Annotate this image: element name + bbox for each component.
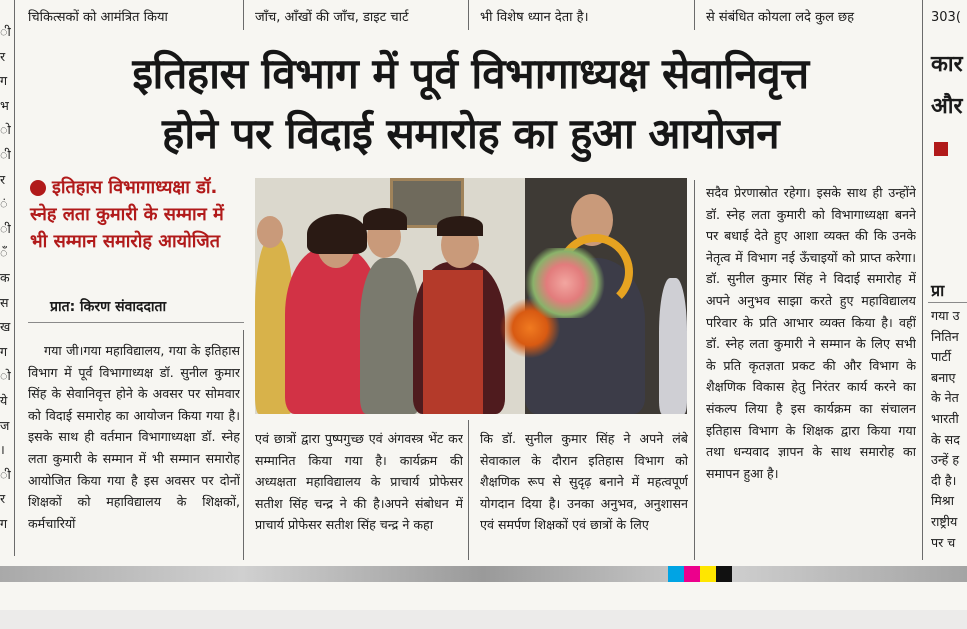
margin-char: ग xyxy=(0,73,8,89)
column-rule xyxy=(243,0,244,30)
article-column-1 xyxy=(28,340,240,565)
article-column-4 xyxy=(706,182,916,564)
right-column-line: मिश्रा xyxy=(931,493,954,509)
margin-char: ो xyxy=(0,368,11,384)
cmyk-yellow-swatch xyxy=(700,566,716,582)
red-square-icon xyxy=(934,142,948,156)
right-column-line: राष्ट्रीय xyxy=(931,513,958,529)
article-column-2 xyxy=(255,428,463,564)
margin-char: ज xyxy=(0,417,10,433)
byline-rule xyxy=(28,322,244,323)
margin-char: र xyxy=(0,48,6,64)
right-column-line: गया उ xyxy=(931,308,960,323)
margin-char: ी xyxy=(0,24,11,39)
margin-char: ग xyxy=(0,515,8,531)
cmyk-magenta-swatch xyxy=(684,566,700,582)
top-snippet-1: चिकित्सकों को आमंत्रित किया xyxy=(28,10,168,25)
right-column-line: दी है। xyxy=(931,472,957,488)
cmyk-black-swatch xyxy=(716,566,732,582)
article-paragraph: कि डॉ. सुनील कुमार सिंह ने अपने लंबे सेवाकाल के दौरान इतिहास विभाग को शैक्षणिक रूप से सुदृढ़ बनाने में महत्वपूर्ण योगदान दिया है। उनका अनुभव, अनुशासन एवं समर्पण शिक्षकों एवं छात्रों के लिए xyxy=(480,431,688,533)
cmyk-cyan-swatch xyxy=(668,566,684,582)
top-snippet-5: 303( xyxy=(931,10,961,25)
right-column-line: भारती xyxy=(931,410,959,426)
margin-char: ी xyxy=(0,220,11,236)
margin-char: ग xyxy=(0,343,8,359)
event-photo xyxy=(255,178,687,414)
margin-char: ँ xyxy=(0,245,8,261)
top-snippet-3: भी विशेष ध्यान देता है। xyxy=(480,10,589,25)
column-rule xyxy=(694,0,695,30)
right-column-line: पर च xyxy=(931,534,956,550)
column-rule xyxy=(468,420,469,560)
right-column-text xyxy=(931,306,967,556)
column-rule xyxy=(468,0,469,30)
column-rule xyxy=(243,330,244,560)
right-column-pra: प्रा xyxy=(931,281,945,300)
right-column-heading-2: और xyxy=(931,94,963,119)
right-column-line: उन्हें ह xyxy=(931,452,960,468)
top-snippet-2: जाँच, आँखों की जाँच, डाइट चार्ट xyxy=(255,10,409,25)
main-headline xyxy=(18,44,923,164)
article-column-3 xyxy=(480,428,688,564)
right-column-line: पार्टी xyxy=(931,349,952,365)
byline: प्रात: किरण संवाददाता xyxy=(50,299,167,315)
margin-char: ं xyxy=(0,196,8,212)
right-column-line: के नेत xyxy=(931,390,959,406)
headline-line-2: होने पर विदाई समारोह का हुआ आयोजन xyxy=(161,109,780,158)
margin-char: ख xyxy=(0,319,11,335)
footer-strip xyxy=(0,610,967,629)
margin-char: ो xyxy=(0,122,11,138)
margin-char: ी xyxy=(0,146,11,162)
right-column-heading-1: कार xyxy=(931,52,963,77)
margin-char: र xyxy=(0,491,6,507)
right-column-line: के सद xyxy=(931,431,960,447)
column-rule xyxy=(694,180,695,560)
column-rule xyxy=(922,0,923,560)
column-rule xyxy=(14,0,15,556)
margin-char: भ xyxy=(0,97,9,113)
headline-line-1: इतिहास विभाग में पूर्व विभागाध्यक्ष सेवानिवृत्त xyxy=(132,49,809,98)
margin-char: । xyxy=(0,442,5,458)
right-column-line: नितिन xyxy=(931,328,959,344)
article-paragraph: सदैव प्रेरणास्रोत रहेगा। इसके साथ ही उन्होंने डॉ. स्नेह लता कुमारी को विभागाध्यक्षा बनने पर बधाई देते हुए आशा व्यक्त की कि उनके नेतृत्व में विभाग नई ऊँचाइयों को प्राप्त करेगा।डॉ. सुनील कुमार सिंह ने विदाई समारोह में अपने अनुभव साझा करते हुए महाविद्यालय परिवार के प्रति आभार व्यक्त किया है। वहीं डॉ. स्नेह लता कुमारी ने सम्मान के लिए सभी के प्रति कृतज्ञता प्रकट की और विभाग के शैक्षणिक विकास हेतु निरंतर कार्य करने का संकल्प लिया है इस कार्यक्रम का संचालन इतिहास विभाग के शिक्षक द्वारा किया गया तथा धन्यवाद ज्ञापन के साथ समारोह का समापन हुआ है। xyxy=(706,185,916,481)
article-paragraph: एवं छात्रों द्वारा पुष्पगुच्छ एवं अंगवस्त्र भेंट कर सम्मानित किया गया है। कार्यक्रम की अध्यक्षता महाविद्यालय के प्राचार्य प्रोफेसर सतीश सिंह चन्द्र ने की है।अपने संबोधन में प्राचार्य प्रोफेसर सतीश सिंह चन्द्र ने कहा xyxy=(255,431,463,533)
left-margin-column xyxy=(0,20,14,560)
margin-char: स xyxy=(0,294,9,310)
print-bar xyxy=(0,566,967,582)
margin-char: क xyxy=(0,269,10,285)
margin-char: ी xyxy=(0,466,11,482)
margin-char: र xyxy=(0,171,6,187)
subheading: इतिहास विभागाध्यक्षा डॉ. स्नेह लता कुमारी के सम्मान में भी सम्मान समारोह आयोजित xyxy=(30,177,224,252)
margin-char: ये xyxy=(0,392,8,408)
right-column-line: बनाए xyxy=(931,369,956,385)
right-column-rule xyxy=(928,302,967,303)
top-snippet-4: से संबंधित कोयला लदे कुल छह xyxy=(706,10,855,25)
article-paragraph: गया जी।गया महाविद्यालय, गया के इतिहास विभाग में पूर्व विभागाध्यक्ष डॉ. सुनील कुमार सिंह के सेवानिवृत्त होने के अवसर पर सोमवार को विदाई समारोह का आयोजन किया गया है। इसके साथ ही वर्तमान विभागाध्यक्षा डॉ. स्नेह लता कुमारी के सम्मान में भी सम्मान समारोह आयोजित किया गया है इस अवसर पर दोनों शिक्षकों को महाविद्यालय के शिक्षकों, कर्मचारियों xyxy=(28,343,240,531)
